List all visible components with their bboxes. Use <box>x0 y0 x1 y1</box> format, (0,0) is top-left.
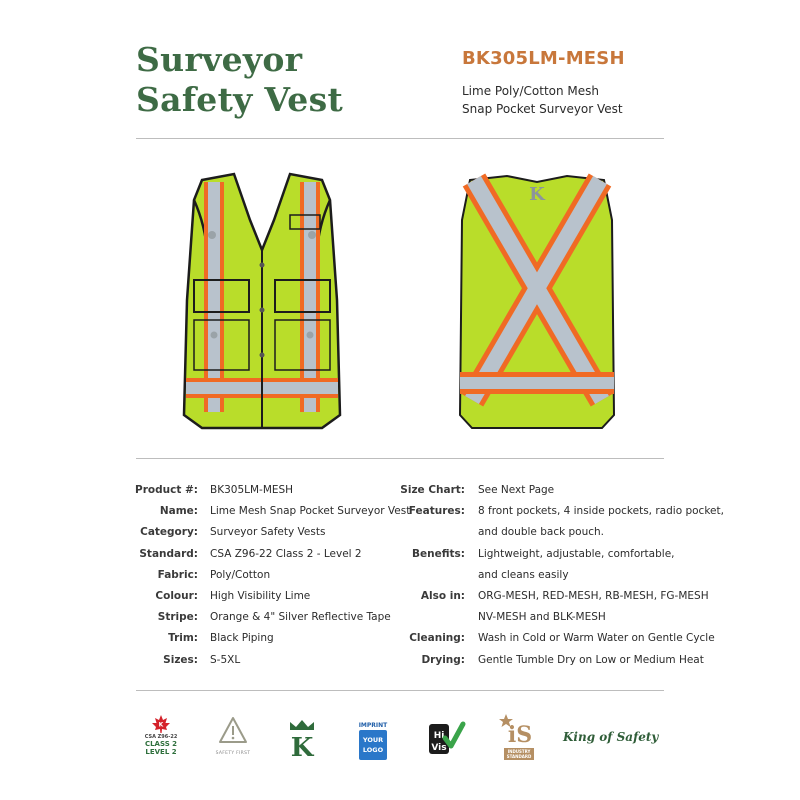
crown-k-icon <box>286 718 318 760</box>
imprint-label: IMPRINT <box>358 722 388 729</box>
svg-text:K: K <box>158 721 164 729</box>
spec-value: S-5XL <box>210 653 241 666</box>
subtitle-line-1: Lime Poly/Cotton Mesh <box>462 84 600 98</box>
divider-bottom <box>136 690 664 691</box>
spec-value: 8 front pockets, 4 inside pockets, radio pocket, <box>478 505 724 518</box>
imprint-your-text: YOUR <box>362 736 384 744</box>
subtitle-line-2: Snap Pocket Surveyor Vest <box>462 102 623 116</box>
spec-label: Sizes: <box>163 653 198 666</box>
imprint-logo <box>356 722 390 762</box>
divider-top <box>136 138 664 139</box>
spec-value: and double back pouch. <box>478 526 605 539</box>
spec-value: Lightweight, adjustable, comfortable, <box>478 547 675 560</box>
spec-label: Colour: <box>155 589 198 602</box>
spec-value: NV-MESH and BLK-MESH <box>478 611 606 624</box>
spec-label: Features: <box>408 505 465 518</box>
spec-label: Fabric: <box>157 568 198 581</box>
spec-value: Black Piping <box>210 632 274 645</box>
product-sku: BK305LM-MESH <box>462 48 625 69</box>
spec-value: Gentle Tumble Dry on Low or Medium Heat <box>478 653 704 666</box>
spec-label: Cleaning: <box>409 632 465 645</box>
spec-value: Surveyor Safety Vests <box>210 526 326 539</box>
csa-standard-text: CSA Z96-22 <box>144 734 178 740</box>
spec-label: Drying: <box>421 653 465 666</box>
svg-text:INDUSTRY: INDUSTRY <box>507 749 531 754</box>
spec-label: Benefits: <box>412 547 465 560</box>
spec-value: Lime Mesh Snap Pocket Surveyor Vest <box>210 505 411 518</box>
title-line-2: Safety Vest <box>136 80 344 119</box>
page-title <box>136 40 343 120</box>
vest-back-image <box>452 160 622 440</box>
spec-value: See Next Page <box>478 484 555 496</box>
csa-certification-logo <box>138 714 184 764</box>
product-subtitle <box>462 82 682 118</box>
vest-front-image <box>172 160 352 440</box>
spec-value: ORG-MESH, RED-MESH, RB-MESH, FG-MESH <box>478 589 709 602</box>
divider-middle <box>136 458 664 459</box>
imprint-box <box>359 730 387 760</box>
csa-class-text: CLASS 2 <box>144 740 178 748</box>
title-line-1: Surveyor <box>136 40 303 79</box>
warning-triangle-icon <box>218 716 248 744</box>
spec-label: Standard: <box>139 547 198 560</box>
spec-value: and cleans easily <box>478 568 569 581</box>
svg-text:iS: iS <box>507 722 533 748</box>
king-of-safety-logo: King of Safety <box>563 730 659 744</box>
spec-label: Trim: <box>168 632 198 645</box>
spec-value: Wash in Cold or Warm Water on Gentle Cycle <box>478 632 715 645</box>
spec-value: Orange & 4" Silver Reflective Tape <box>210 611 391 624</box>
industry-standard-badge-icon <box>498 712 536 762</box>
k-brand-logo <box>286 718 318 760</box>
spec-label: Stripe: <box>157 611 198 624</box>
hi-vis-check-icon <box>427 718 467 758</box>
industry-standard-logo <box>498 712 536 762</box>
k-letter: K <box>290 733 314 760</box>
hi-vis-logo <box>427 718 467 758</box>
maple-leaf-icon <box>151 714 171 734</box>
spec-value: Poly/Cotton <box>210 568 271 581</box>
spec-label: Name: <box>159 505 198 518</box>
safety-first-text: SAFETY FIRST <box>215 751 251 756</box>
safety-first-logo <box>214 716 252 762</box>
spec-label: Also in: <box>420 589 465 602</box>
spec-label: Product #: <box>135 484 198 496</box>
csa-level-text: LEVEL 2 <box>145 748 177 756</box>
spec-value: CSA Z96-22 Class 2 - Level 2 <box>210 547 362 560</box>
svg-text:STANDARD: STANDARD <box>506 754 532 759</box>
svg-text:Hi: Hi <box>433 731 445 741</box>
imprint-logo-text: LOGO <box>362 746 384 754</box>
svg-text:K: K <box>529 184 545 205</box>
spec-value: BK305LM-MESH <box>210 484 294 496</box>
svg-text:Vis: Vis <box>431 743 447 753</box>
spec-label: Category: <box>140 526 198 539</box>
spec-value: High Visibility Lime <box>210 589 311 602</box>
spec-label: Size Chart: <box>400 484 465 496</box>
